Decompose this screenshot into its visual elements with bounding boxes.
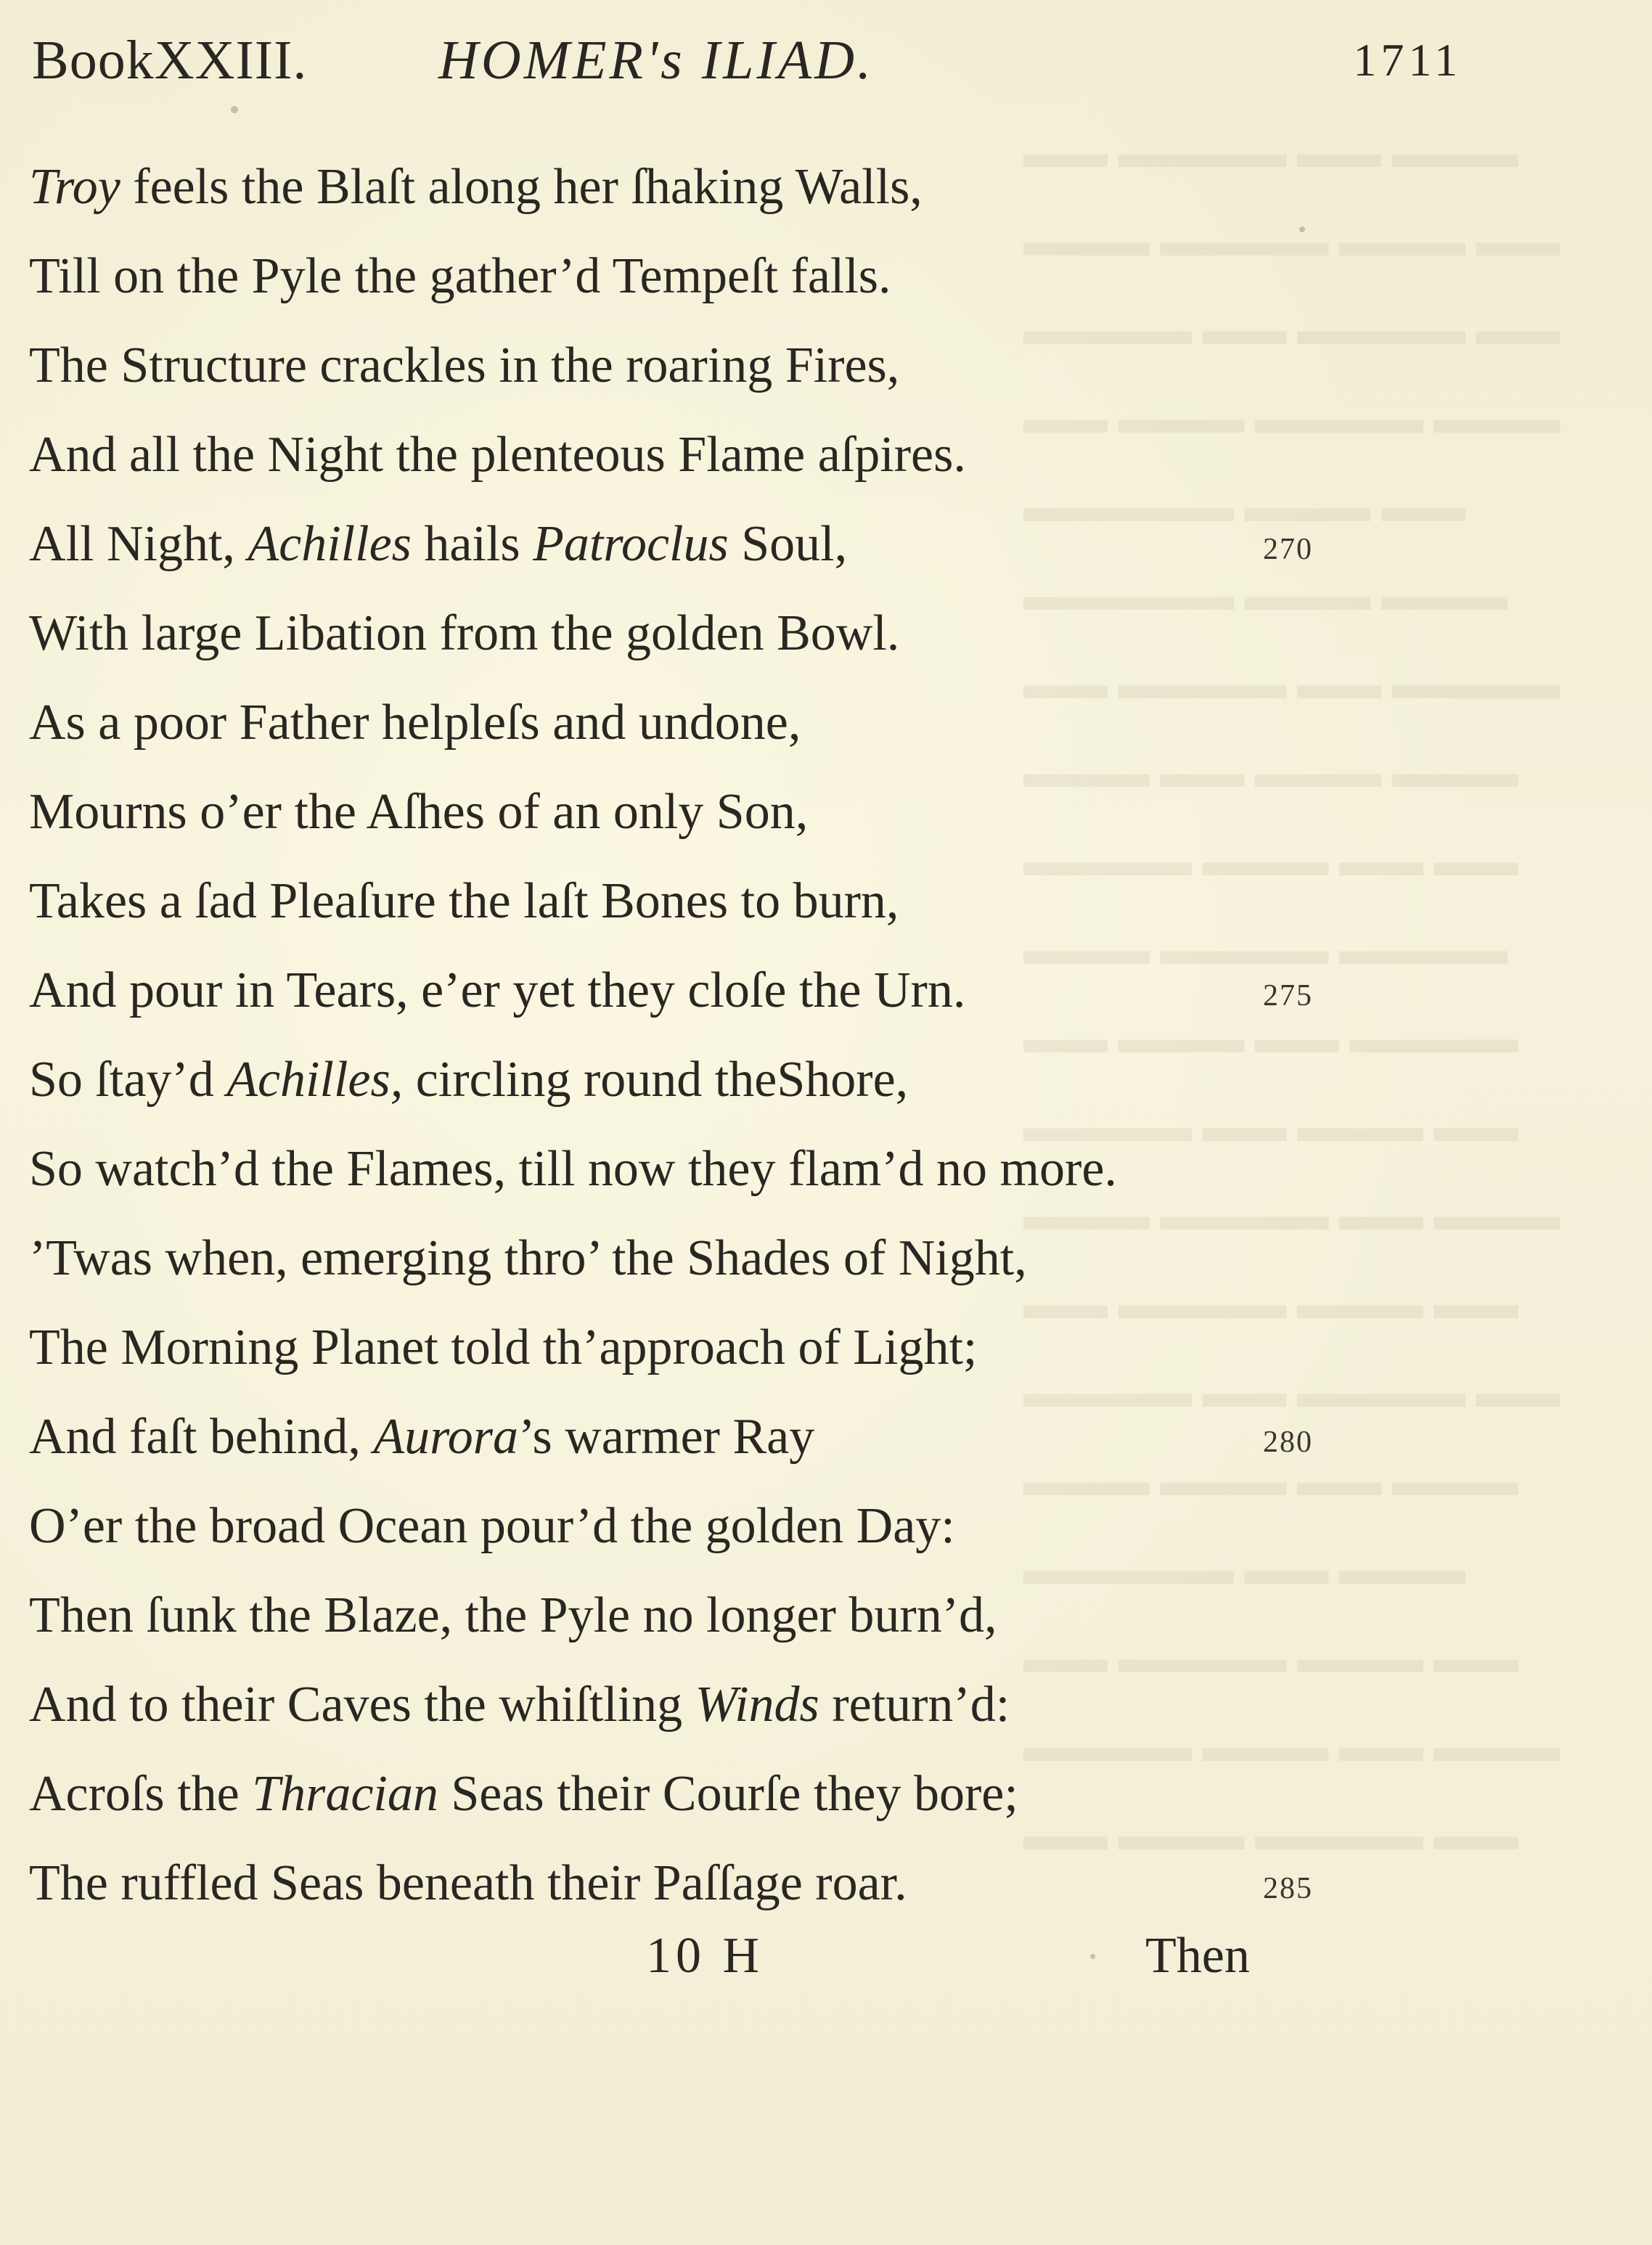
italic-name: Thracian <box>252 1766 438 1822</box>
italic-name: Achilles, <box>226 1052 404 1108</box>
verse-line <box>29 1749 1365 1839</box>
verse-text: The Morning Planet told th’approach of Light; <box>29 1320 978 1375</box>
page-number: 1711 <box>1353 34 1462 86</box>
verse-line <box>29 589 1365 678</box>
verse-text: So watch’d the Flames, till now they flam’d no more. <box>29 1141 1117 1197</box>
verse-text: And faſt behind, <box>29 1409 374 1465</box>
verse-text: So ſtay’d <box>29 1052 227 1108</box>
verse-line <box>29 1571 1365 1660</box>
verse-line <box>29 1392 1365 1481</box>
verse-text: Seas their Courſe they bore; <box>438 1766 1018 1822</box>
running-header <box>32 20 1462 100</box>
verse-text: Then ſunk the Blaze, the Pyle no longer burn’d, <box>29 1587 997 1643</box>
verse-block <box>29 142 1365 1928</box>
verse-line <box>29 1660 1365 1749</box>
italic-name: Winds <box>695 1677 819 1733</box>
verse-text: Soul, <box>728 516 848 572</box>
verse-text: And pour in Tears, e’er yet they cloſe the Urn. <box>29 962 966 1018</box>
verse-text: And to their Caves the whiſtling <box>29 1677 695 1733</box>
verse-text: ’s warmer Ray <box>518 1409 815 1465</box>
page-footer <box>0 1916 1652 1996</box>
verse-text: Till on the Pyle the gather’d Tempeſt falls. <box>29 248 891 304</box>
verse-text: The Structure crackles in the roaring Fires, <box>29 338 900 393</box>
verse-line <box>29 1303 1365 1392</box>
verse-line <box>29 142 1365 232</box>
verse-line <box>29 499 1365 589</box>
verse-line <box>29 1124 1365 1214</box>
italic-name: Achilles <box>248 516 412 572</box>
italic-name: Aurora <box>373 1409 519 1465</box>
show-through-texture: ▬▬ ▬▬▬▬ ▬▬ ▬▬▬ ▬▬▬ ▬▬▬▬ ▬▬▬ ▬▬ ▬▬▬▬ ▬▬ ▬▬▬▬ ▬▬ ▬▬ ▬▬▬ ▬▬▬▬ ▬▬▬ ▬▬▬▬▬ ▬▬▬ ▬▬ ▬▬▬▬▬ ▬▬▬ ▬▬▬ ▬▬ ▬▬▬▬ ▬▬ ▬▬▬▬ ▬▬▬ ▬▬ ▬▬▬ ▬▬▬ ▬▬▬▬ ▬▬▬ ▬▬ ▬▬ ▬▬▬ ▬▬▬▬ ▬▬▬▬ ▬▬ ▬▬▬ ▬▬ ▬▬▬▬ ▬▬▬▬ ▬▬ ▬▬▬ ▬▬ ▬▬▬ ▬▬▬▬ ▬▬ ▬▬▬ ▬▬ ▬▬▬▬ ▬▬▬ ▬▬ ▬▬▬▬ ▬▬ ▬▬▬▬ ▬▬ ▬▬▬ ▬▬▬ ▬▬ ▬▬▬ ▬▬▬▬▬ ▬▬ ▬▬▬ ▬▬ ▬▬▬▬ ▬▬▬ ▬▬ ▬▬▬▬ ▬▬▬ ▬▬ ▬▬▬ ▬▬ ▬▬▬ ▬▬▬▬ ▬▬ <box>1023 129 1561 1859</box>
line-number: 285 <box>1263 1872 1313 1905</box>
verse-text: ’Twas when, emerging thro’ the Shades of Night, <box>29 1230 1027 1286</box>
verse-line <box>29 321 1365 410</box>
verse-line <box>29 410 1365 499</box>
verse-line <box>29 678 1365 767</box>
verse-text: Acroſs the <box>29 1766 253 1822</box>
verse-text: As a poor Father helpleſs and undone, <box>29 695 801 751</box>
verse-text: hails <box>411 516 533 572</box>
verse-text: O’er the broad Ocean pour’d the golden Day: <box>29 1498 955 1554</box>
verse-text: Takes a ſad Pleaſure the laſt Bones to burn, <box>29 873 899 929</box>
verse-line <box>29 232 1365 321</box>
verse-text: Mourns o’er the Aſhes of an only Son, <box>29 784 809 840</box>
verse-text: feels the Blaſt along her ſhaking Walls, <box>120 159 923 215</box>
verse-text: The ruffled Seas beneath their Paſſage roar. <box>29 1855 907 1911</box>
verse-line <box>29 1481 1365 1571</box>
verse-line <box>29 1839 1365 1928</box>
verse-text: And all the Night the plenteous Flame aſpires. <box>29 427 966 483</box>
verse-line <box>29 1035 1365 1124</box>
italic-name: Patroclus <box>533 516 729 572</box>
line-number: 275 <box>1263 979 1313 1013</box>
italic-name: Troy <box>29 159 120 215</box>
verse-line <box>29 856 1365 946</box>
verse-text: circling round theShore, <box>403 1052 909 1108</box>
signature-mark: 10 H <box>646 1928 764 1984</box>
line-number: 270 <box>1263 533 1313 566</box>
running-title: HOMER's ILIAD. <box>438 30 874 91</box>
verse-line <box>29 946 1365 1035</box>
catchword: Then <box>1145 1928 1250 1984</box>
verse-line <box>29 1214 1365 1303</box>
book-number: BookXXIII. <box>32 30 308 91</box>
paper-speck <box>231 106 238 113</box>
verse-text: With large Libation from the golden Bowl. <box>29 605 900 661</box>
verse-text: All Night, <box>29 516 248 572</box>
line-number: 280 <box>1263 1426 1313 1459</box>
verse-text: return’d: <box>819 1677 1010 1733</box>
verse-line <box>29 767 1365 856</box>
